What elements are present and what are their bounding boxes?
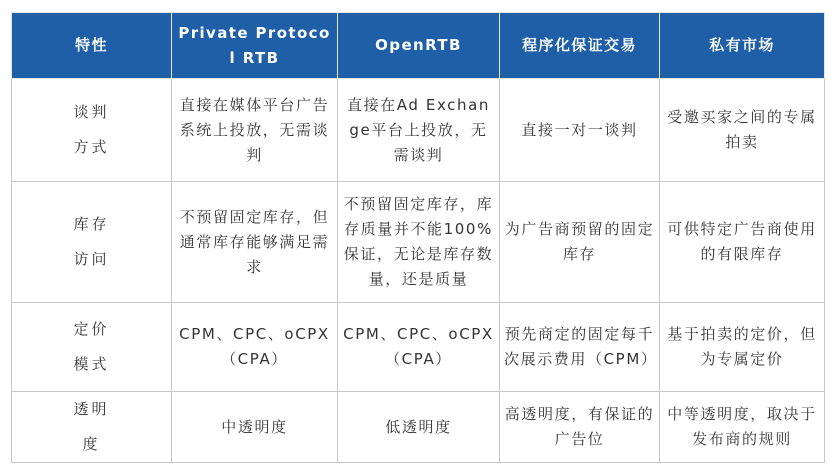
feature-label: 谈判方式 (73, 103, 110, 156)
table-cell: 直接在Ad Exchange平台上投放，无需谈判 (338, 79, 500, 182)
table-row (12, 392, 825, 463)
header-openrtb: OpenRTB (338, 13, 500, 79)
table-cell: 直接一对一谈判 (500, 79, 660, 182)
table-row (12, 303, 825, 392)
table-cell: CPM、CPC、oCPX（CPA） (172, 303, 338, 392)
row-feature-cell (12, 182, 172, 303)
table-cell: 为广告商预留的固定库存 (500, 182, 660, 303)
header-private-marketplace: 私有市场 (660, 13, 825, 79)
header-private-protocol-rtb: Private Protocol RTB (172, 13, 338, 79)
feature-label: 透明度 (73, 400, 110, 453)
table-cell: 中透明度 (172, 392, 338, 463)
table-cell: 直接在媒体平台广告系统上投放，无需谈判 (172, 79, 338, 182)
table-row (12, 182, 825, 303)
table-cell: 基于拍卖的定价，但为专属定价 (660, 303, 825, 392)
table-cell: 高透明度，有保证的广告位 (500, 392, 660, 463)
table-row (12, 79, 825, 182)
row-feature-cell (12, 79, 172, 182)
table-cell: CPM、CPC、oCPX（CPA） (338, 303, 500, 392)
table-cell: 可供特定广告商使用的有限库存 (660, 182, 825, 303)
table-cell: 预先商定的固定每千次展示费用（CPM） (500, 303, 660, 392)
row-feature-cell (12, 392, 172, 463)
table-header-row (12, 13, 825, 79)
feature-label: 库存访问 (73, 215, 110, 268)
table-cell: 中等透明度，取决于发布商的规则 (660, 392, 825, 463)
table-cell: 不预留固定库存，但通常库存能够满足需求 (172, 182, 338, 303)
table-cell: 低透明度 (338, 392, 500, 463)
table-cell: 受邀买家之间的专属拍卖 (660, 79, 825, 182)
header-programmatic-guaranteed: 程序化保证交易 (500, 13, 660, 79)
comparison-table (11, 12, 825, 463)
header-feature: 特性 (12, 13, 172, 79)
feature-label: 定价模式 (73, 320, 110, 373)
row-feature-cell (12, 303, 172, 392)
table-cell: 不预留固定库存，库存质量并不能100%保证，无论是库存数量，还是质量 (338, 182, 500, 303)
